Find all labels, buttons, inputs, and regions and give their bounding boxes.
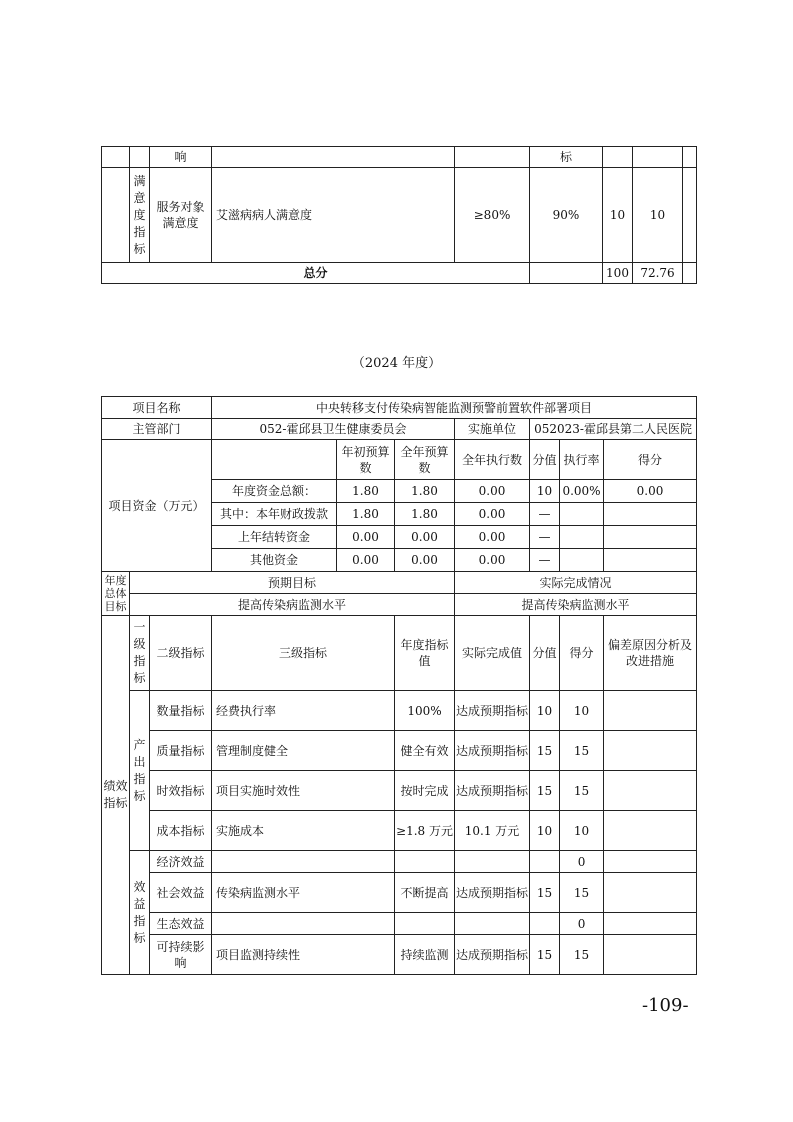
cell-satisfaction-indicator: 艾滋病病人满意度 xyxy=(212,168,455,263)
benefit-actual: 达成预期指标 xyxy=(455,873,530,913)
benefit-row xyxy=(102,851,697,873)
fund-head-score: 得分 xyxy=(604,440,697,480)
cell-satisfaction-score: 10 xyxy=(633,168,683,263)
benefit-level2: 经济效益 xyxy=(150,851,212,873)
dept-label: 主管部门 xyxy=(102,419,212,440)
output-actual: 达成预期指标 xyxy=(455,731,530,771)
head-level2: 二级指标 xyxy=(150,616,212,691)
fund-weight: — xyxy=(530,526,560,549)
fund-head-weight: 分值 xyxy=(530,440,560,480)
fund-rate xyxy=(560,549,604,572)
fund-score xyxy=(604,549,697,572)
benefit-weight: 15 xyxy=(530,873,560,913)
benefit-weight xyxy=(530,851,560,873)
output-indicator: 经费执行率 xyxy=(212,691,395,731)
output-target: 按时完成 xyxy=(395,771,455,811)
fund-full: 0.00 xyxy=(395,549,455,572)
benefit-indicator xyxy=(212,851,395,873)
table-row xyxy=(102,147,697,168)
fund-initial: 1.80 xyxy=(337,503,395,526)
total-weight: 100 xyxy=(603,263,633,284)
output-level2: 质量指标 xyxy=(150,731,212,771)
fund-header-row xyxy=(102,440,697,480)
output-label: 产出指标 xyxy=(130,691,150,851)
cell-level3-tail: 响 xyxy=(150,147,212,168)
output-weight: 15 xyxy=(530,731,560,771)
cell-satisfaction-level2: 满意度指标 xyxy=(130,168,150,263)
fund-rate: 0.00% xyxy=(560,480,604,503)
impl-value: 052023-霍邱县第二人民医院 xyxy=(530,419,697,440)
output-row xyxy=(102,691,697,731)
fund-rate xyxy=(560,526,604,549)
fund-full: 0.00 xyxy=(395,526,455,549)
benefit-indicator xyxy=(212,913,395,935)
benefit-target xyxy=(395,851,455,873)
page-number: -109- xyxy=(642,995,689,1016)
fund-head-initial: 年初预算数 xyxy=(337,440,395,480)
head-level1: 一级指标 xyxy=(130,616,150,691)
cell-actual-tail: 标 xyxy=(530,147,603,168)
head-actual: 实际完成值 xyxy=(455,616,530,691)
output-score: 10 xyxy=(560,691,604,731)
performance-table-continued xyxy=(101,146,697,284)
output-actual: 达成预期指标 xyxy=(455,771,530,811)
output-actual: 10.1 万元 xyxy=(455,811,530,851)
benefit-score: 15 xyxy=(560,873,604,913)
benefit-actual: 达成预期指标 xyxy=(455,935,530,975)
fund-row-label: 其中：本年财政拨款 xyxy=(212,503,337,526)
expected-label: 预期目标 xyxy=(130,572,455,594)
head-score: 得分 xyxy=(560,616,604,691)
actual-label: 实际完成情况 xyxy=(455,572,697,594)
expected-goal: 提高传染病监测水平 xyxy=(130,594,455,616)
benefit-level2: 生态效益 xyxy=(150,913,212,935)
output-score: 15 xyxy=(560,771,604,811)
output-indicator: 实施成本 xyxy=(212,811,395,851)
output-score: 10 xyxy=(560,811,604,851)
fund-exec: 0.00 xyxy=(455,503,530,526)
output-level2: 成本指标 xyxy=(150,811,212,851)
fund-score xyxy=(604,503,697,526)
fund-label: 项目资金（万元） xyxy=(102,440,212,572)
fund-initial: 1.80 xyxy=(337,480,395,503)
total-row xyxy=(102,263,697,284)
output-weight: 15 xyxy=(530,771,560,811)
fund-row-label: 年度资金总额： xyxy=(212,480,337,503)
fund-initial: 0.00 xyxy=(337,549,395,572)
benefit-level2: 社会效益 xyxy=(150,873,212,913)
benefit-score: 0 xyxy=(560,913,604,935)
benefit-weight xyxy=(530,913,560,935)
benefit-target: 不断提高 xyxy=(395,873,455,913)
impl-label: 实施单位 xyxy=(455,419,530,440)
benefit-row xyxy=(102,935,697,975)
benefit-score: 0 xyxy=(560,851,604,873)
fund-score xyxy=(604,526,697,549)
fund-weight: — xyxy=(530,549,560,572)
head-level3: 三级指标 xyxy=(212,616,395,691)
output-row xyxy=(102,811,697,851)
indicator-header-row xyxy=(102,616,697,691)
fund-head-exec: 全年执行数 xyxy=(455,440,530,480)
output-score: 15 xyxy=(560,731,604,771)
output-indicator: 管理制度健全 xyxy=(212,731,395,771)
fund-full: 1.80 xyxy=(395,480,455,503)
cell-satisfaction-target: ≥80% xyxy=(455,168,530,263)
fund-rate xyxy=(560,503,604,526)
goal-label: 年度总体目标 xyxy=(102,572,130,616)
table-row xyxy=(102,168,697,263)
project-name: 中央转移支付传染病智能监测预警前置软件部署项目 xyxy=(212,397,697,419)
fund-full: 1.80 xyxy=(395,503,455,526)
cell-satisfaction-level3: 服务对象满意度 xyxy=(150,168,212,263)
benefit-row xyxy=(102,913,697,935)
output-row xyxy=(102,731,697,771)
fund-exec: 0.00 xyxy=(455,526,530,549)
benefit-indicator: 传染病监测水平 xyxy=(212,873,395,913)
total-score: 72.76 xyxy=(633,263,683,284)
benefit-indicator: 项目监测持续性 xyxy=(212,935,395,975)
output-target: 健全有效 xyxy=(395,731,455,771)
head-weight: 分值 xyxy=(530,616,560,691)
output-weight: 10 xyxy=(530,691,560,731)
cell-satisfaction-actual: 90% xyxy=(530,168,603,263)
head-target: 年度指标值 xyxy=(395,616,455,691)
fund-initial: 0.00 xyxy=(337,526,395,549)
benefit-actual xyxy=(455,913,530,935)
fund-head-rate: 执行率 xyxy=(560,440,604,480)
goal-row xyxy=(102,594,697,616)
perf-label: 绩效指标 xyxy=(102,616,130,975)
output-indicator: 项目实施时效性 xyxy=(212,771,395,811)
table-row xyxy=(102,397,697,419)
benefit-level2: 可持续影响 xyxy=(150,935,212,975)
output-level2: 时效指标 xyxy=(150,771,212,811)
output-weight: 10 xyxy=(530,811,560,851)
benefit-target: 持续监测 xyxy=(395,935,455,975)
goal-header-row xyxy=(102,572,697,594)
project-performance-table xyxy=(101,396,697,975)
output-actual: 达成预期指标 xyxy=(455,691,530,731)
benefit-actual xyxy=(455,851,530,873)
benefit-weight: 15 xyxy=(530,935,560,975)
output-target: ≥1.8 万元 xyxy=(395,811,455,851)
benefit-target xyxy=(395,913,455,935)
output-level2: 数量指标 xyxy=(150,691,212,731)
output-target: 100% xyxy=(395,691,455,731)
benefit-label: 效益指标 xyxy=(130,851,150,975)
fund-weight: — xyxy=(530,503,560,526)
benefit-score: 15 xyxy=(560,935,604,975)
benefit-row xyxy=(102,873,697,913)
table-row xyxy=(102,419,697,440)
fund-exec: 0.00 xyxy=(455,480,530,503)
cell-satisfaction-weight: 10 xyxy=(603,168,633,263)
fund-score: 0.00 xyxy=(604,480,697,503)
actual-goal: 提高传染病监测水平 xyxy=(455,594,697,616)
fund-exec: 0.00 xyxy=(455,549,530,572)
fund-row-label: 其他资金 xyxy=(212,549,337,572)
fund-head-full: 全年预算数 xyxy=(395,440,455,480)
fund-weight: 10 xyxy=(530,480,560,503)
dept-value: 052-霍邱县卫生健康委员会 xyxy=(212,419,455,440)
output-row xyxy=(102,771,697,811)
head-reason: 偏差原因分析及改进措施 xyxy=(604,616,697,691)
project-name-label: 项目名称 xyxy=(102,397,212,419)
fund-row-label: 上年结转资金 xyxy=(212,526,337,549)
total-label: 总分 xyxy=(102,263,530,284)
year-subtitle: （2024 年度） xyxy=(351,356,442,371)
